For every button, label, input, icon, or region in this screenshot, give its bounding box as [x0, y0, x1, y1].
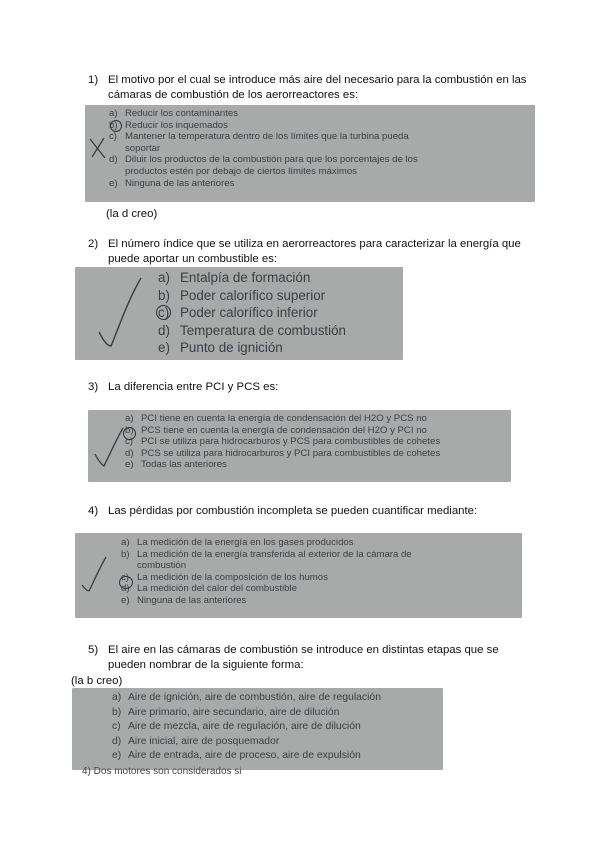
option-letter: e)	[158, 340, 170, 355]
handwritten-x-mark	[87, 135, 109, 161]
answer-option	[121, 537, 522, 549]
answer-option	[112, 706, 443, 721]
option-letter: d)	[125, 447, 134, 459]
handwritten-check-mark	[79, 553, 109, 595]
answer-option	[121, 572, 522, 584]
question-number: 4)	[88, 505, 99, 517]
answer-option	[121, 595, 522, 607]
option-letter: e)	[121, 594, 130, 606]
option-text: productos estén por debajo de ciertos límites máximos	[125, 165, 357, 177]
option-letter: e)	[125, 459, 134, 471]
answer-option	[109, 178, 535, 190]
selected-answer-circle	[110, 120, 122, 132]
option-letter: b)	[158, 287, 170, 303]
option-text: PCI tiene en cuenta la energía de condensación del H2O y PCS no	[141, 413, 427, 424]
option-text: Aire de entrada, aire de proceso, aire de expulsión	[128, 750, 361, 761]
option-text: PCS se utiliza para hidrocarburos y PCI para combustibles de cohetes	[141, 447, 441, 459]
question-text: La diferencia entre PCI y PCS es:	[108, 381, 279, 393]
question-number: 1)	[88, 74, 99, 86]
answer-photo-2	[75, 267, 403, 360]
question-number: 5)	[88, 644, 99, 656]
answer-option	[158, 269, 403, 287]
option-text: Aire de mezcla, aire de regulación, aire de dilución	[128, 721, 361, 732]
answer-photo-4	[75, 533, 522, 618]
option-text: Punto de ignición	[180, 340, 283, 355]
answer-option	[125, 436, 511, 448]
answer-option	[158, 304, 403, 322]
option-text: La medición del calor del combustible	[137, 583, 297, 595]
question-text: El motivo por el cual se introduce más aire del necesario para la combustión en las cámaras de combustión de los aerorreactores es:	[108, 74, 527, 101]
option-text: La medición de la composición de los humos	[137, 571, 328, 583]
option-text: Poder calorífico inferior	[180, 305, 318, 320]
option-text: Ninguna de las anteriores	[125, 177, 235, 189]
option-letter: c)	[121, 571, 129, 583]
answer-option	[158, 322, 403, 340]
question-2	[88, 237, 528, 267]
answer-photo-3	[88, 410, 511, 482]
answer-option	[158, 339, 403, 357]
answer-option	[112, 720, 443, 735]
answer-option	[125, 413, 511, 425]
option-letter: d)	[158, 322, 170, 338]
option-text: La medición de la energía en los gases producidos	[137, 537, 354, 548]
question-text: El número índice que se utiliza en aerorreactores para caracterizar la energía que puede aportar un combustible es:	[108, 238, 521, 265]
option-text: combustión	[137, 560, 187, 572]
selected-answer-circle	[156, 305, 171, 320]
answer-option	[109, 154, 535, 166]
option-letter: b)	[112, 706, 122, 718]
answer-option	[121, 549, 522, 561]
option-text: Todas las anteriores	[141, 459, 227, 471]
option-letter: d)	[109, 154, 118, 166]
option-text: Aire primario, aire secundario, aire de dilución	[128, 706, 340, 718]
answer-option	[109, 166, 535, 178]
option-letter: a)	[109, 108, 118, 119]
question-3	[88, 380, 528, 395]
option-letter: d)	[121, 583, 130, 595]
option-text: Poder calorífico superior	[180, 287, 326, 303]
answer-option	[125, 448, 511, 460]
option-letter: b)	[125, 424, 134, 436]
answer-option	[112, 735, 443, 750]
question-number: 2)	[88, 238, 99, 250]
answer-option	[112, 691, 443, 706]
option-text: Mantener la temperatura dentro de los límites que la turbina pueda	[125, 131, 409, 143]
option-text: Aire inicial, aire de posquemador	[128, 735, 280, 747]
answer-option	[109, 120, 535, 132]
option-letter: c)	[125, 436, 133, 448]
question-5	[88, 643, 528, 673]
option-letter: c)	[109, 131, 117, 143]
option-letter: e)	[109, 177, 118, 189]
option-text: Ninguna de las anteriores	[137, 594, 247, 606]
answer-photo-1	[85, 105, 535, 202]
question-1	[88, 73, 528, 103]
option-letter: a)	[121, 537, 130, 548]
option-text: Reducir los contaminantes	[125, 108, 239, 119]
cut-off-next-question: 4) Dos motores son considerados si	[82, 766, 242, 777]
answer-option	[125, 459, 511, 471]
handwritten-check-mark	[92, 424, 126, 476]
answer-option	[109, 131, 535, 143]
answer-option	[121, 583, 522, 595]
option-text: Diluir los productos de la combustión para que los porcentajes de los	[125, 154, 418, 166]
option-letter: c)	[158, 305, 170, 320]
answer-option	[112, 749, 443, 764]
answer-option	[158, 287, 403, 305]
option-letter: a)	[112, 692, 122, 703]
option-text: Aire de ignición, aire de combustión, aire de regulación	[128, 692, 381, 703]
handwritten-check-mark	[95, 272, 145, 352]
answer-option	[109, 108, 535, 120]
option-letter: d)	[112, 735, 122, 747]
option-letter: e)	[112, 750, 122, 761]
option-text: PCS tiene en cuenta la energía de condensación del H2O y PCI no	[141, 424, 427, 436]
option-letter: a)	[125, 413, 134, 424]
option-letter: c)	[112, 721, 121, 732]
option-text: La medición de la energía transferida al exterior de la cámara de	[137, 548, 412, 560]
option-text: Reducir los inquemados	[125, 119, 228, 131]
answer-option	[109, 143, 535, 155]
option-text: Temperatura de combustión	[180, 322, 346, 338]
answer-option	[121, 560, 522, 572]
option-text: PCI se utiliza para hidrocarburos y PCS para combustibles de cohetes	[141, 436, 441, 448]
answer-photo-5	[72, 688, 443, 777]
option-letter: b)	[109, 119, 118, 131]
answer-note: (la d creo)	[106, 208, 158, 220]
option-letter: a)	[158, 270, 170, 285]
answer-option	[125, 425, 511, 437]
question-4	[88, 504, 528, 519]
option-text: soportar	[125, 142, 161, 154]
answer-note: (la b creo)	[71, 675, 123, 687]
question-number: 3)	[88, 381, 99, 393]
option-letter: b)	[121, 548, 130, 560]
question-text: El aire en las cámaras de combustión se introduce en distintas etapas que se pueden nombrar de la siguiente forma:	[108, 644, 499, 671]
question-text: Las pérdidas por combustión incompleta se pueden cuantificar mediante:	[108, 505, 478, 517]
option-text: Entalpía de formación	[180, 270, 311, 285]
selected-answer-circle	[119, 576, 133, 589]
